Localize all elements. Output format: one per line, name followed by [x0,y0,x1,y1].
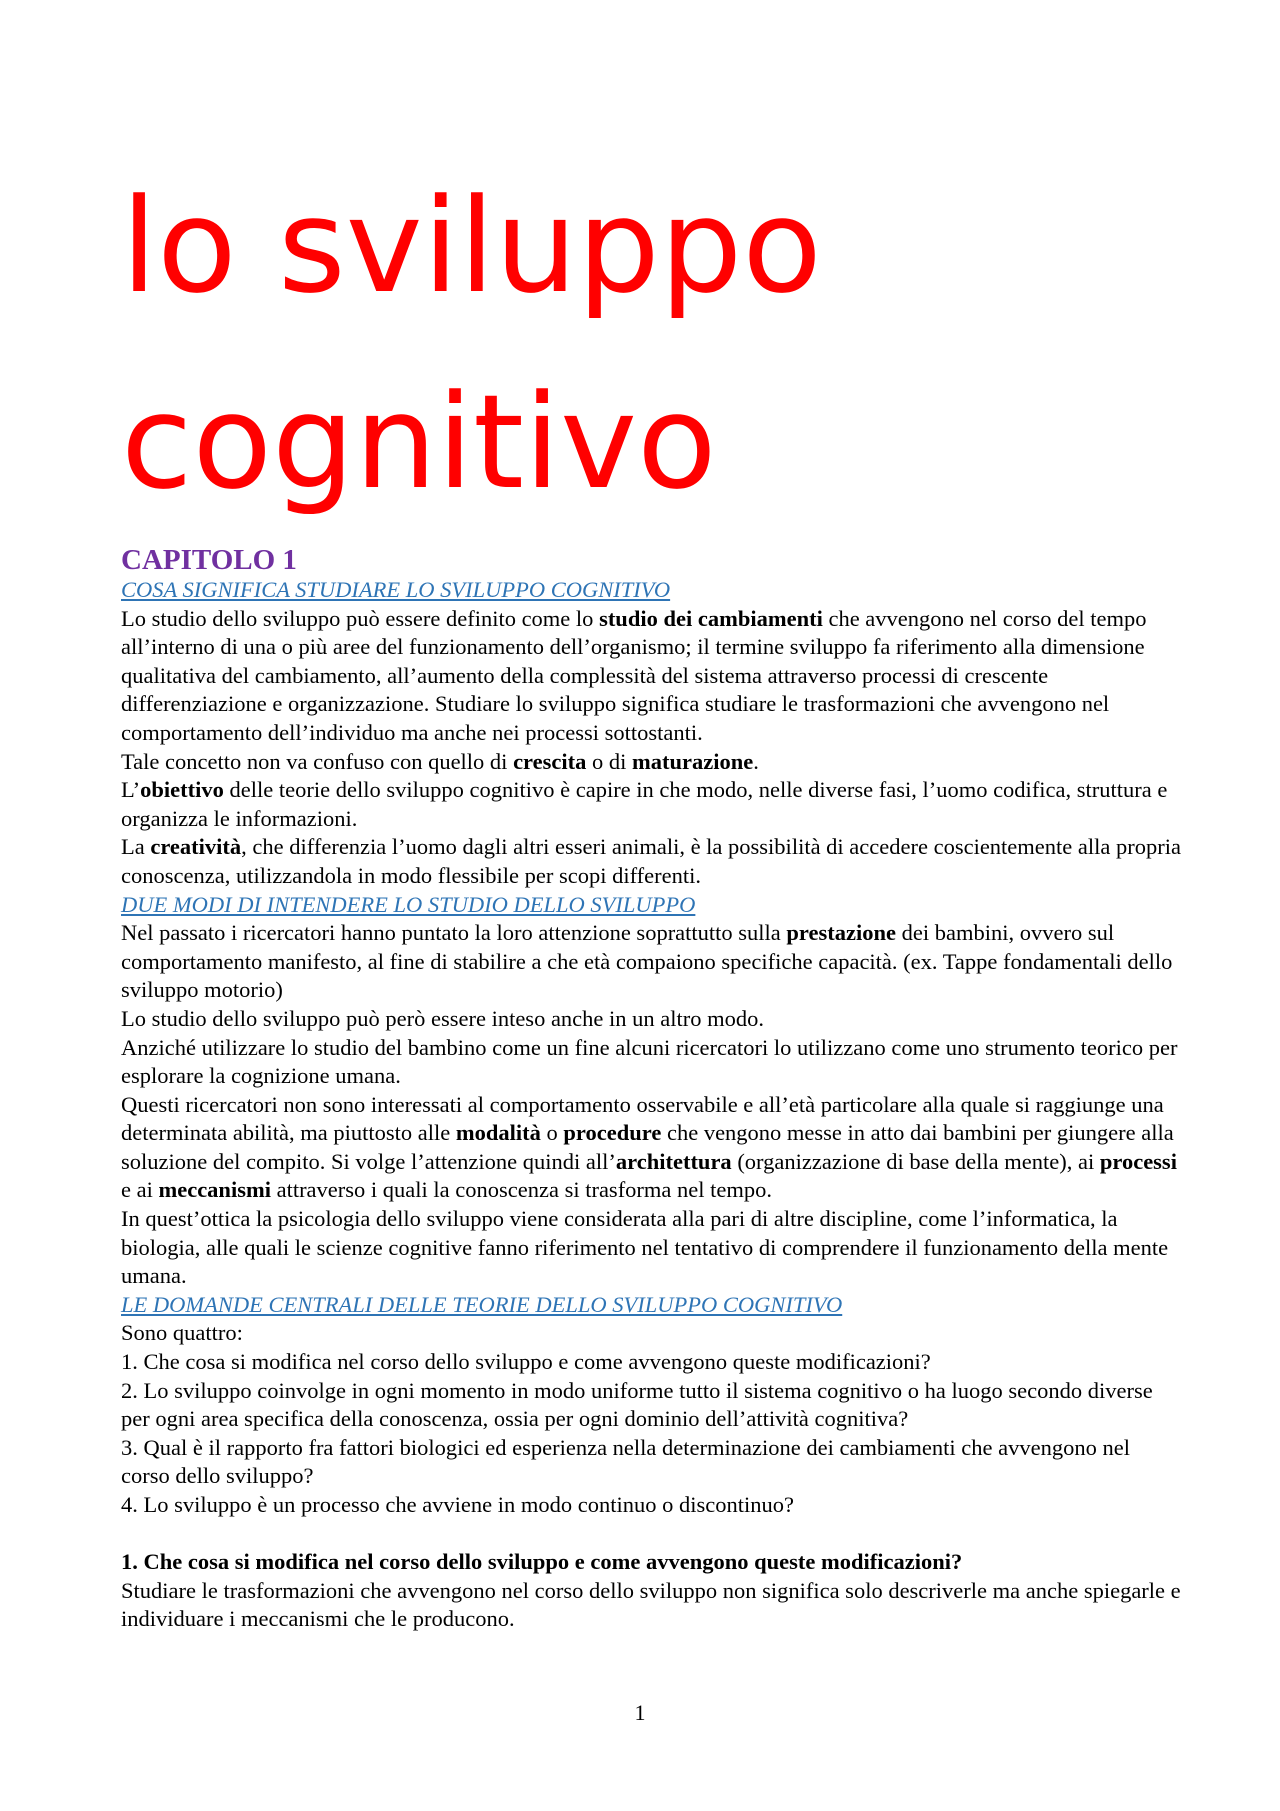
paragraph: Nel passato i ricercatori hanno puntato la loro attenzione soprattutto sulla prestazione dei bambini, ovvero sul comportamento manifesto, al fine di stabilire a che età compaiono specifiche capacità. (ex. Tappe fondamentali dello sviluppo motorio) [121,920,1173,1003]
paragraph: L’obiettivo delle teorie dello sviluppo cognitivo è capire in che modo, nelle diverse fasi, l’uomo codifica, struttura e organizza le informazioni. [121,777,1168,831]
paragraph: In quest’ottica la psicologia dello sviluppo viene considerata alla pari di altre discipline, come l’informatica, la biologia, alle quali le scienze cognitive fanno riferimento nel tentativo di comprendere il funzionamento della mente umana. [121,1206,1169,1289]
page-number: 1 [634,1700,646,1725]
paragraph: Studiare le trasformazioni che avvengono nel corso dello sviluppo non significa solo descriverle ma anche spiegarle e individuare i meccanismi che le producono. [121,1577,1181,1632]
title-line-2: cognitivo [121,366,717,518]
paragraph: Questi ricercatori non sono interessati al comportamento osservabile e all’età particolare alla quale si raggiunge una determinata abilità, ma piuttosto alle modalità o procedure che vengono messe in atto dai bambini per giungere alla soluzione del compito. Si volge l’attenzione quindi all’architettura (organizzazione di base della mente), ai processi e ai meccanismi attraverso i quali la conoscenza si trasforma nel tempo. [121,1091,1177,1203]
page-content [121,148,1181,1634]
question-item: 1. Che cosa si modifica nel corso dello sviluppo e come avvengono queste modificazioni? [121,1349,931,1375]
chapter-heading: CAPITOLO 1 [121,544,297,576]
blank-line [121,1520,1181,1549]
question-item: 3. Qual è il rapporto fra fattori biologici ed esperienza nella determinazione dei cambiamenti che avvengono nel corso dello sviluppo? [121,1434,1130,1489]
paragraph: La creatività, che differenzia l’uomo dagli altri esseri animali, è la possibilità di accedere coscientemente alla propria conoscenza, utilizzandola in modo flessibile per scopi differenti. [121,834,1181,888]
title-line-1: lo sviluppo [121,170,822,322]
document-title [121,148,1181,540]
paragraph: Lo studio dello sviluppo può essere definito come lo studio dei cambiamenti che avvengono nel corso del tempo all’interno di una o più aree del funzionamento dell’organismo; il termine sviluppo fa riferimento alla dimensione qualitativa del cambiamento, all’aumento della complessità del sistema attraverso processi di crescente differenziazione e organizzazione. Studiare lo sviluppo significa studiare le trasformazioni che avvengono nel comportamento dell’individuo ma anche nei processi sottostanti. [121,605,1147,745]
section-heading-link[interactable]: COSA SIGNIFICA STUDIARE LO SVILUPPO COGNITIVO [121,577,671,602]
subheading: 1. Che cosa si modifica nel corso dello sviluppo e come avvengono queste modificazioni? [121,1549,963,1575]
question-item: 2. Lo sviluppo coinvolge in ogni momento in modo uniforme tutto il sistema cognitivo o ha luogo secondo diverse per ogni area specifica della conoscenza, ossia per ogni dominio dell’attività cognitiva? [121,1377,1153,1432]
section-heading-link[interactable]: DUE MODI DI INTENDERE LO STUDIO DELLO SVILUPPO [121,891,696,917]
paragraph: Lo studio dello sviluppo può però essere inteso anche in un altro modo. [121,1005,765,1031]
question-item: 4. Lo sviluppo è un processo che avviene in modo continuo o discontinuo? [121,1492,795,1517]
paragraph: Tale concetto non va confuso con quello di crescita o di maturazione. [121,748,759,774]
paragraph: Sono quattro: [121,1320,243,1346]
paragraph: Anziché utilizzare lo studio del bambino come un fine alcuni ricercatori lo utilizzano come uno strumento teorico per esplorare la cognizione umana. [121,1034,1178,1089]
section-heading-link[interactable]: LE DOMANDE CENTRALI DELLE TEORIE DELLO SVILUPPO COGNITIVO [121,1291,843,1317]
